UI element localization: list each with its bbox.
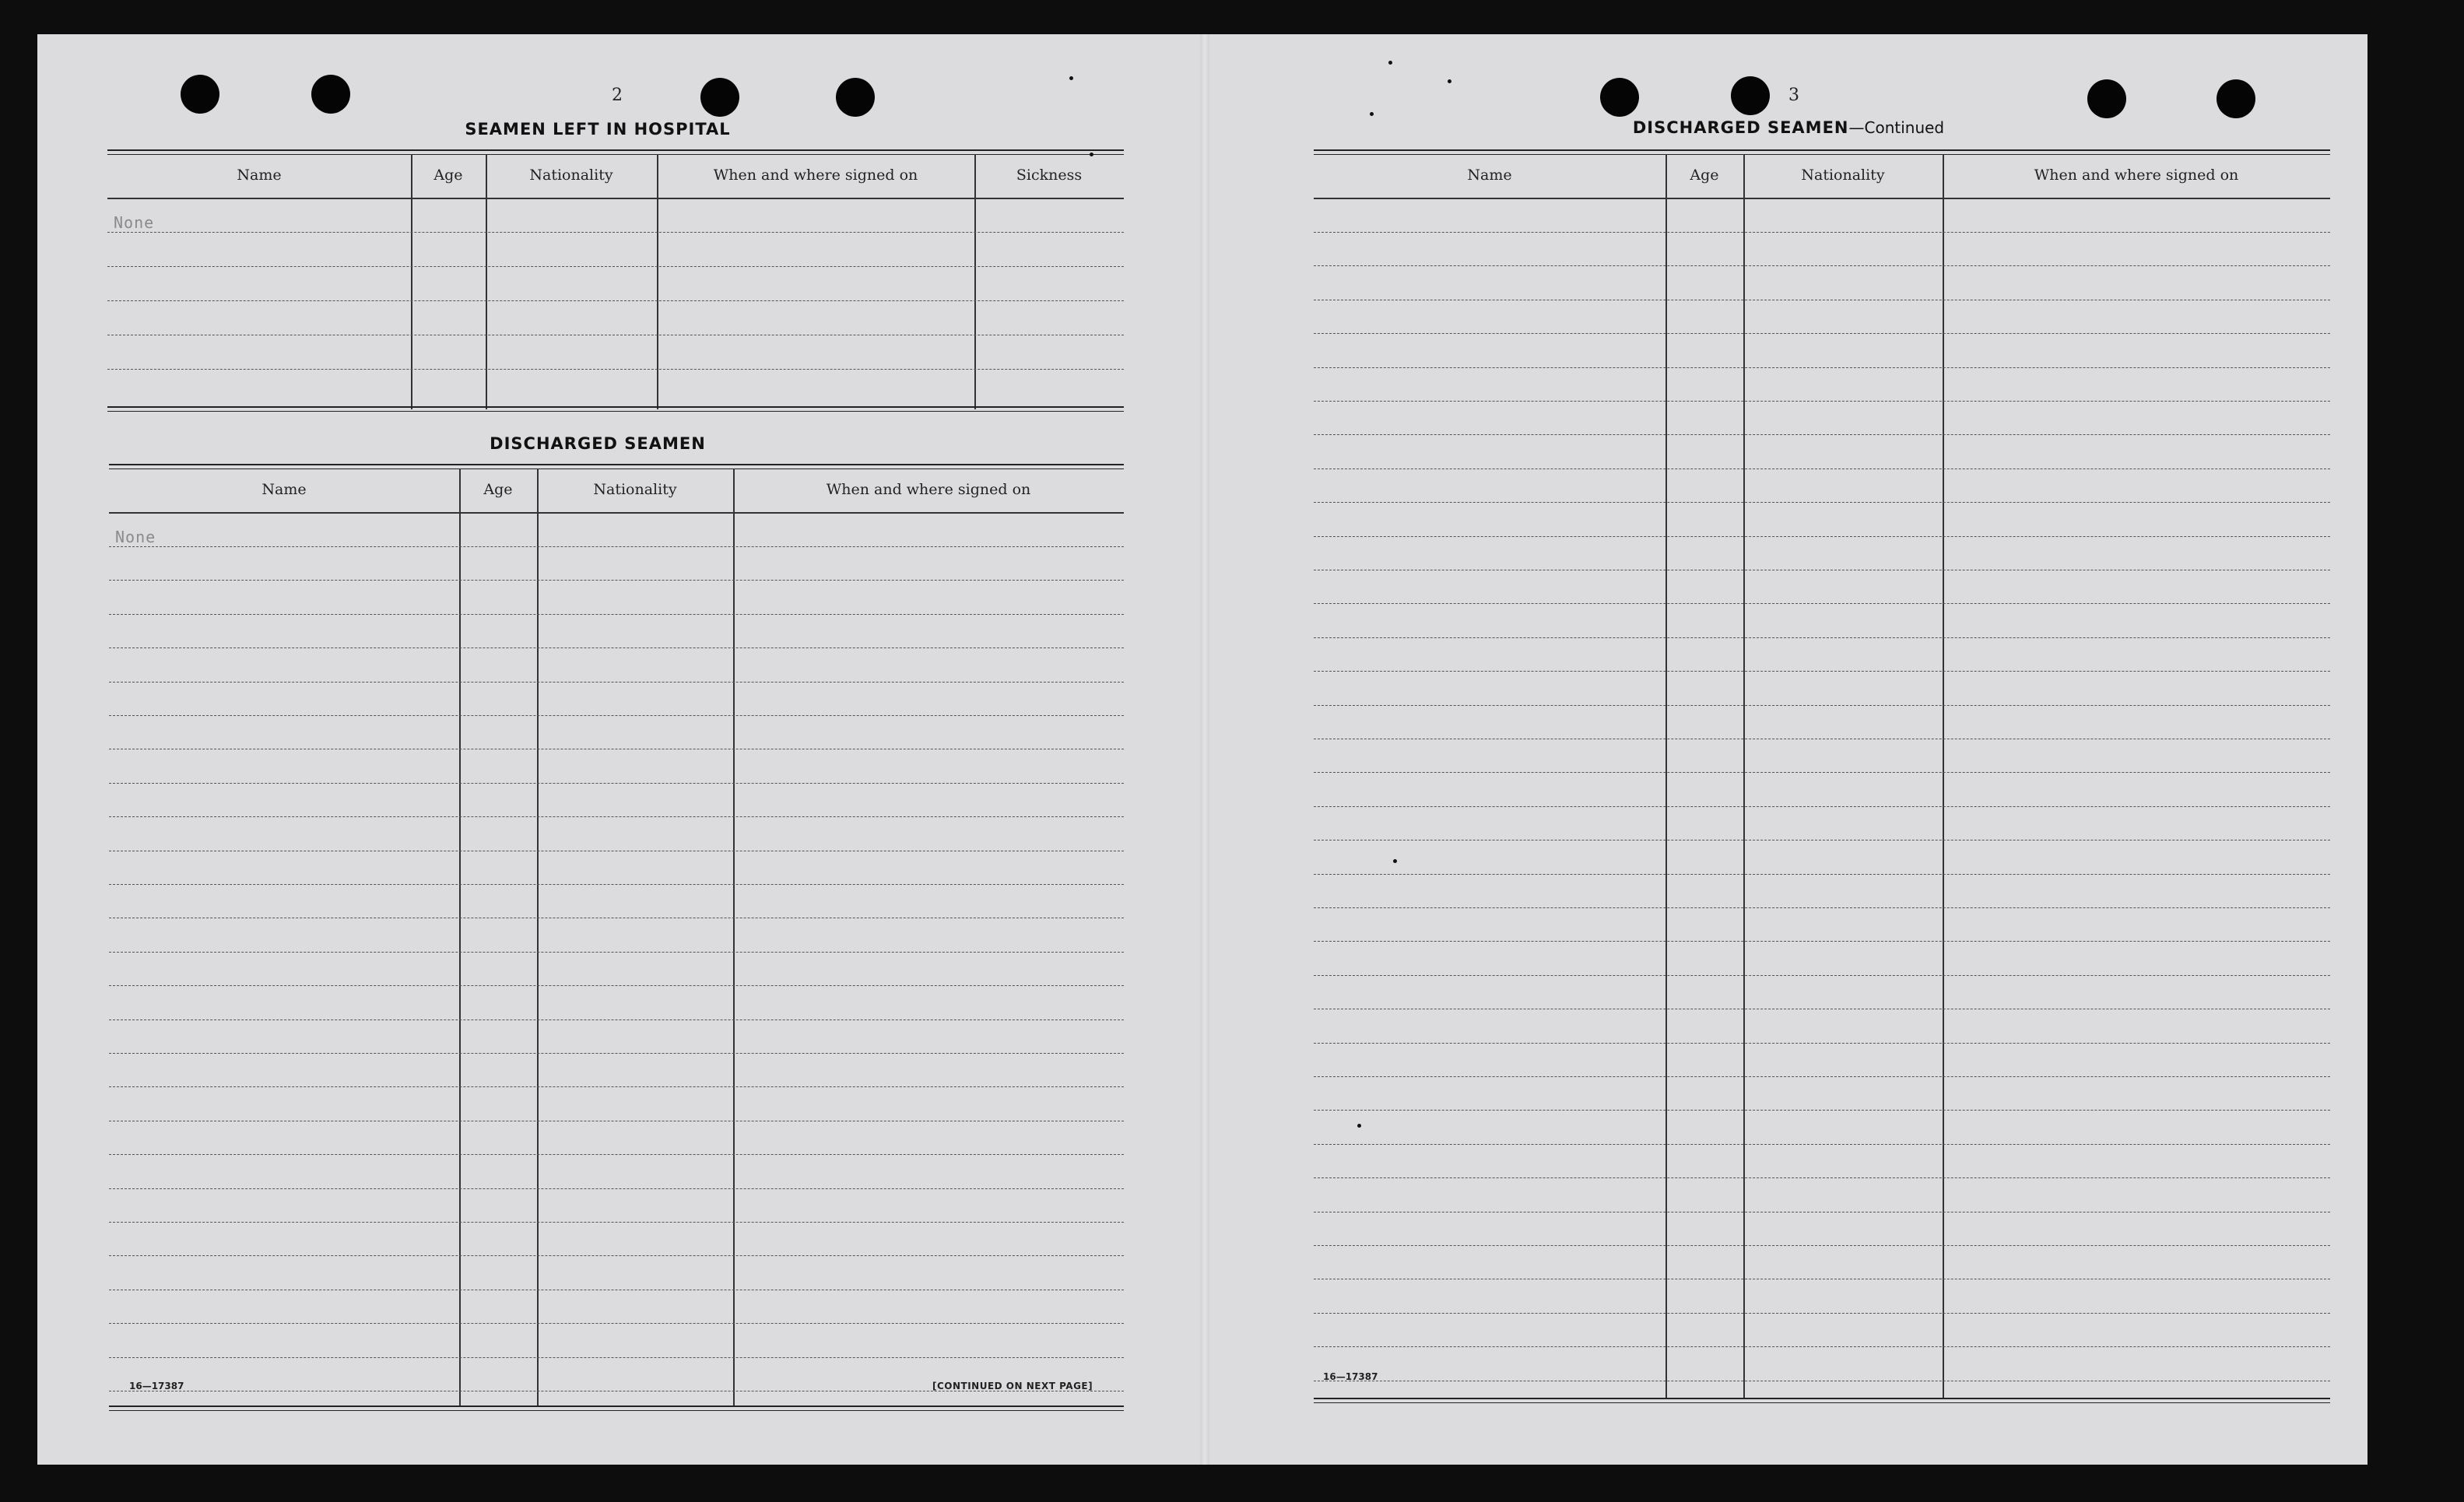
hospital-section-title: SEAMEN LEFT IN HOSPITAL	[465, 120, 731, 139]
title-suffix: —Continued	[1848, 118, 1945, 137]
column-header-signed-on: When and where signed on	[826, 481, 1031, 498]
discharged-table	[109, 464, 1124, 1412]
ruled-row	[109, 1019, 1124, 1020]
ruled-row	[109, 682, 1124, 683]
column-header-name: Name	[1467, 167, 1512, 184]
discharged-continued-title	[1539, 118, 2038, 137]
ruled-row	[1314, 367, 2330, 368]
hospital-entry: None	[114, 213, 155, 232]
ruled-row	[109, 1154, 1124, 1155]
punch-hole	[1731, 76, 1770, 115]
hospital-table	[107, 149, 1124, 414]
ruled-row	[1314, 536, 2330, 537]
left-page	[37, 34, 1205, 1465]
ruled-row	[109, 647, 1124, 648]
ruled-row	[109, 715, 1124, 716]
ruled-row	[1314, 434, 2330, 435]
ruled-row	[1314, 1110, 2330, 1111]
page-number: 2	[612, 86, 623, 105]
punch-hole	[311, 75, 350, 114]
ruled-row	[1314, 941, 2330, 942]
ruled-row	[109, 1222, 1124, 1223]
ruled-row	[1314, 1346, 2330, 1347]
ruled-row	[109, 1255, 1124, 1256]
right-page	[1205, 34, 2367, 1465]
ruled-row	[109, 580, 1124, 581]
ruled-row	[109, 1357, 1124, 1358]
column-header-name: Name	[261, 481, 307, 498]
form-code: 16—17387	[129, 1381, 184, 1391]
form-code: 16—17387	[1323, 1371, 1378, 1382]
ruled-row	[1314, 603, 2330, 604]
ruled-row	[1314, 772, 2330, 773]
ruled-row	[1314, 806, 2330, 807]
ruled-row	[109, 952, 1124, 953]
ruled-row	[1314, 874, 2330, 875]
column-header-sickness: Sickness	[1016, 167, 1083, 184]
continued-note: [CONTINUED ON NEXT PAGE]	[932, 1381, 1093, 1391]
title-main: DISCHARGED SEAMEN	[1632, 118, 1849, 137]
ruled-row	[109, 1053, 1124, 1054]
ruled-row	[109, 985, 1124, 986]
column-header-age: Age	[483, 481, 513, 498]
scanned-ledger-spread	[37, 34, 2367, 1465]
ruled-row	[109, 783, 1124, 784]
ruled-row	[109, 1188, 1124, 1189]
punch-hole	[1600, 78, 1639, 117]
punch-hole	[836, 78, 875, 117]
punch-hole	[2217, 79, 2255, 118]
ruled-row	[1314, 705, 2330, 706]
ruled-row	[1314, 1245, 2330, 1246]
discharged-continued-table	[1314, 149, 2330, 1409]
ruled-row	[1314, 637, 2330, 638]
column-header-signed-on: When and where signed on	[2034, 167, 2239, 184]
ruled-row	[1314, 1313, 2330, 1314]
ruled-row	[1314, 907, 2330, 908]
punch-hole	[181, 75, 219, 114]
page-number: 3	[1788, 86, 1799, 105]
discharged-section-title: DISCHARGED SEAMEN	[490, 434, 706, 453]
column-header-name: Name	[237, 167, 282, 184]
column-header-nationality: Nationality	[593, 481, 677, 498]
ruled-row	[109, 546, 1124, 547]
ruled-row	[109, 816, 1124, 817]
ruled-row	[109, 1086, 1124, 1087]
column-header-nationality: Nationality	[529, 167, 613, 184]
punch-hole	[2087, 79, 2126, 118]
ruled-row	[1314, 401, 2330, 402]
ruled-row	[1314, 1177, 2330, 1178]
column-header-age: Age	[433, 167, 463, 184]
ruled-row	[109, 1323, 1124, 1324]
ruled-row	[109, 884, 1124, 885]
ruled-row	[1314, 333, 2330, 334]
punch-hole	[700, 78, 739, 117]
ruled-row	[1314, 1043, 2330, 1044]
ruled-row	[1314, 468, 2330, 469]
ruled-row	[109, 614, 1124, 615]
ruled-row	[1314, 502, 2330, 503]
column-header-age: Age	[1690, 167, 1719, 184]
discharged-entry: None	[115, 528, 156, 546]
ruled-row	[1314, 265, 2330, 266]
column-header-signed-on: When and where signed on	[713, 167, 918, 184]
ruled-row	[1314, 975, 2330, 976]
ruled-row	[1314, 232, 2330, 233]
ruled-row	[1314, 1144, 2330, 1145]
column-header-nationality: Nationality	[1801, 167, 1885, 184]
ruled-row	[1314, 1076, 2330, 1077]
ruled-row	[1314, 671, 2330, 672]
